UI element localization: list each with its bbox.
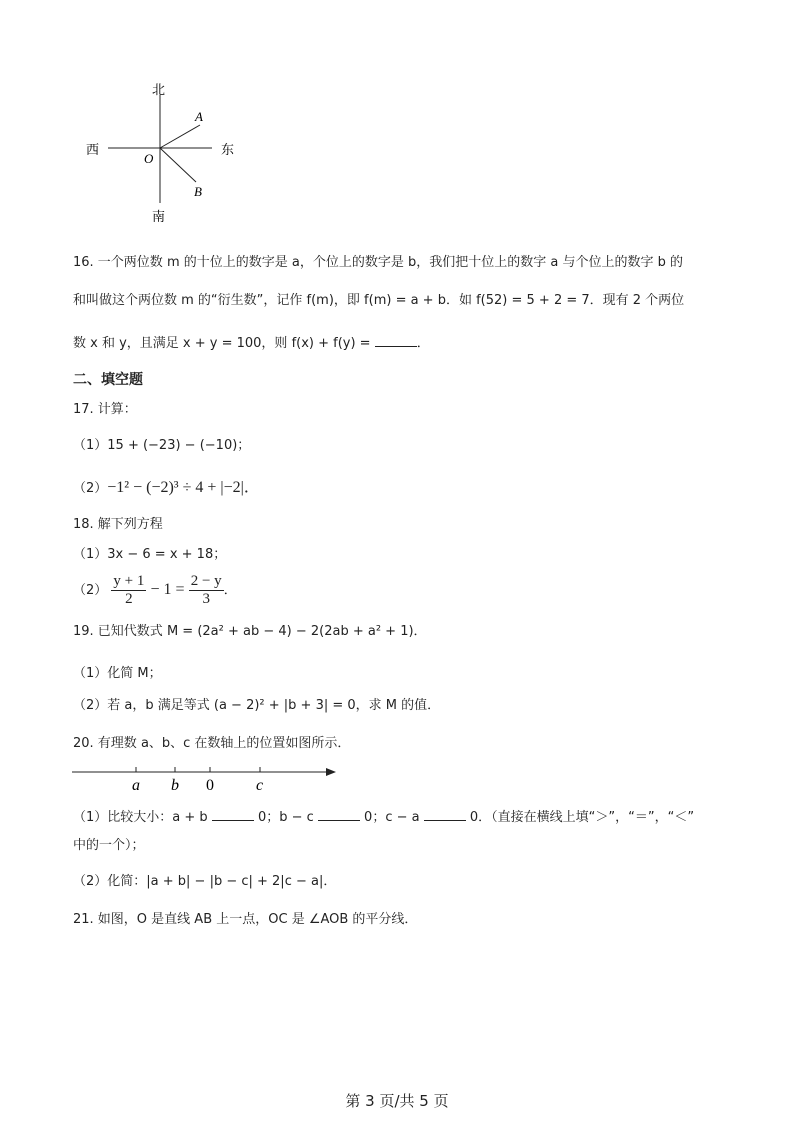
q20-blank-3[interactable]: [424, 806, 466, 821]
q18-frac2-numerator: 2 − y: [190, 573, 222, 589]
q20-part2: （2）化简：|a + b| − |b − c| + 2|c − a|．: [73, 874, 337, 889]
q18-fraction-right: [189, 573, 224, 608]
number-line: [68, 762, 343, 794]
q18-part2: [73, 570, 237, 611]
q20-blank-2[interactable]: [318, 806, 360, 821]
q16-answer-blank[interactable]: [375, 332, 417, 347]
q20-part1-continuation: 中的一个）；: [73, 838, 145, 853]
label-zero: 0: [206, 777, 214, 794]
south-label: 南: [152, 209, 166, 224]
q18-fraction-left: [111, 573, 146, 608]
north-label: 北: [152, 82, 166, 97]
label-a: a: [132, 777, 140, 794]
ray-ob: [160, 148, 196, 182]
ray-oa: [160, 125, 200, 148]
label-c: c: [256, 777, 264, 794]
q20-part1-tail: 0．（直接在横线上填“＞”，“＝”，“＜”: [469, 810, 695, 825]
q18-frac1-denominator: 2: [125, 591, 133, 607]
q18-frac2-denominator: 3: [202, 591, 210, 607]
q20-part1-mid1: 0；b − c: [257, 810, 314, 825]
q18-part2-end: ．: [223, 583, 237, 598]
q20-part1: [73, 806, 694, 828]
q20-stem: 20. 有理数 a、b、c 在数轴上的位置如图所示．: [73, 736, 351, 751]
q16-line3-end: ．: [416, 336, 430, 351]
q21-stem: 21. 如图，O 是直线 AB 上一点，OC 是 ∠AOB 的平分线．: [73, 912, 418, 927]
q16-line2: 和叫做这个两位数 m 的“衍生数”，记作 f(m)，即 f(m) = a + b．如 f(52) = 5 + 2 = 7．现有 2 个两位: [73, 293, 685, 308]
q18-stem: 18. 解下列方程: [73, 517, 163, 532]
east-label: 东: [221, 142, 235, 157]
point-b-label: B: [194, 184, 202, 199]
q19-stem: 19. 已知代数式 M = (2a² + ab − 4) − 2(2ab + a² + 1)．: [73, 624, 427, 639]
q16-line1: 16. 一个两位数 m 的十位上的数字是 a，个位上的数字是 b，我们把十位上的数字 a 与个位上的数字 b 的: [73, 255, 683, 270]
page-footer: 第 3 页/共 5 页: [345, 1092, 449, 1110]
q16-line3: [73, 332, 430, 354]
q17-part2-expr: −1² − (−2)³ ÷ 4 + |−2|．: [107, 479, 260, 496]
q19-part2: （2）若 a，b 满足等式 (a − 2)² + |b + 3| = 0，求 M 的值．: [73, 698, 441, 713]
point-a-label: A: [195, 109, 203, 124]
q17-stem: 17. 计算：: [73, 402, 137, 417]
q20-blank-1[interactable]: [212, 806, 254, 821]
q16-line3-text: 数 x 和 y，且满足 x + y = 100，则 f(x) + f(y) =: [73, 336, 371, 351]
q18-frac1-numerator: y + 1: [113, 573, 145, 589]
origin-label: O: [144, 151, 154, 166]
q17-part2: [73, 478, 260, 499]
q17-part1: （1）15 + (−23) − (−10)；: [73, 438, 251, 453]
label-b: b: [171, 777, 179, 794]
arrow-head-icon: [326, 768, 336, 776]
q20-part1-prefix: （1）比较大小：a + b: [73, 810, 208, 825]
compass-diagram: [80, 78, 250, 228]
q20-part1-mid2: 0；c − a: [364, 810, 420, 825]
q17-part2-prefix: （2）: [73, 481, 108, 496]
west-label: 西: [86, 142, 100, 157]
section-heading: 二、填空题: [73, 372, 143, 388]
q18-part2-middle: − 1 =: [150, 581, 185, 598]
q19-part1: （1）化简 M；: [73, 666, 162, 681]
q18-part1: （1）3x − 6 = x + 18；: [73, 547, 227, 562]
q18-part2-prefix: （2）: [73, 583, 108, 598]
